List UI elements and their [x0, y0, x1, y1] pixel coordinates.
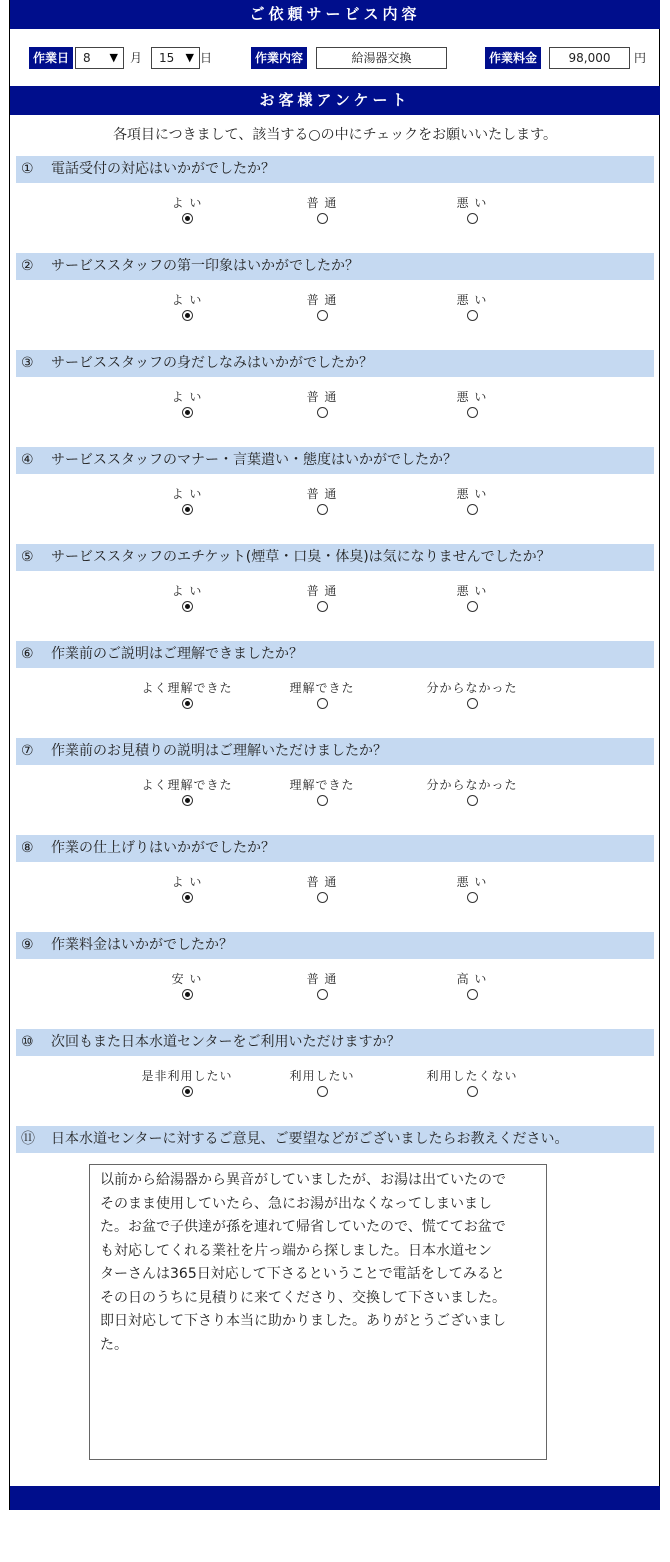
answer-option-label: 悪 い [456, 293, 488, 307]
answer-option-label: よ い [171, 584, 203, 598]
answer-option-label: 高 い [456, 972, 488, 986]
question-header-10 [16, 1029, 654, 1056]
answer-option-label: 分からなかった [426, 681, 518, 695]
question-header-4 [16, 447, 654, 474]
answer-option[interactable] [262, 583, 382, 615]
question-header-2 [16, 253, 654, 280]
question-number: ⑩ [21, 1034, 34, 1050]
answer-option-label: よ い [171, 293, 203, 307]
answer-option[interactable] [412, 680, 532, 712]
radio-button[interactable] [182, 1086, 193, 1097]
work-fee-field[interactable]: 98,000 [549, 47, 630, 69]
question-header-11 [16, 1126, 654, 1153]
answer-option[interactable] [127, 195, 247, 227]
answer-option[interactable] [412, 874, 532, 906]
answer-option-label: 普 通 [306, 972, 338, 986]
answer-option[interactable] [262, 486, 382, 518]
question-text: サービススタッフのマナー・言葉遣い・態度はいかがでしたか？ [51, 452, 457, 468]
answer-option[interactable] [262, 680, 382, 712]
comment-line: も対応してくれる業社を片っ端から探しました。日本水道セン [100, 1242, 492, 1259]
answer-option[interactable] [127, 583, 247, 615]
month-value: 8 [83, 51, 91, 65]
answer-option[interactable] [262, 971, 382, 1003]
answer-option-label: 利用したい [289, 1069, 355, 1083]
question-header-8 [16, 835, 654, 862]
radio-button[interactable] [182, 407, 193, 418]
comment-line: 即日対応して下さり本当に助かりました。ありがとうございまし [100, 1313, 506, 1329]
answer-option-label: よ い [171, 487, 203, 501]
radio-button[interactable] [317, 601, 328, 612]
work-fee-label: 作業料金 [485, 47, 541, 69]
radio-button[interactable] [317, 213, 328, 224]
answer-option[interactable] [127, 971, 247, 1003]
question-number: ③ [21, 355, 34, 371]
question-header-6 [16, 641, 654, 668]
question-text: サービススタッフの第一印象はいかがでしたか？ [51, 258, 359, 274]
chevron-down-icon: ▼ [185, 51, 194, 64]
answer-option[interactable] [262, 292, 382, 324]
radio-button[interactable] [317, 407, 328, 418]
answer-option-label: 悪 い [456, 196, 488, 210]
answer-option-label: 悪 い [456, 487, 488, 501]
radio-button[interactable] [467, 504, 478, 515]
question-text: 作業料金はいかがでしたか？ [51, 937, 233, 953]
radio-button[interactable] [182, 213, 193, 224]
question-number: ① [21, 161, 34, 177]
answer-option[interactable] [127, 1068, 247, 1100]
month-select[interactable] [75, 47, 124, 69]
answer-option[interactable] [262, 389, 382, 421]
comment-line: 以前から給湯器から異音がしていましたが、お湯は出ていたので [100, 1172, 506, 1188]
answer-option[interactable] [412, 389, 532, 421]
question-text: 電話受付の対応はいかがでしたか？ [51, 161, 275, 177]
footer-bar [10, 1486, 660, 1510]
question-number: ⑦ [21, 743, 34, 759]
comment-line: ターさんは365日対応して下さるということで電話をしてみると [100, 1266, 505, 1282]
question-header-5 [16, 544, 654, 571]
work-content-field[interactable]: 給湯器交換 [316, 47, 447, 69]
chevron-down-icon: ▼ [109, 51, 118, 64]
answer-option[interactable] [127, 680, 247, 712]
radio-button[interactable] [317, 504, 328, 515]
question-number: ⑨ [21, 937, 34, 953]
answer-option-label: 普 通 [306, 390, 338, 404]
question-text: 次回もまた日本水道センターをご利用いただけますか？ [51, 1034, 401, 1050]
answer-option-label: よ い [171, 196, 203, 210]
radio-button[interactable] [182, 698, 193, 709]
service-header [10, 0, 660, 29]
radio-button[interactable] [182, 989, 193, 1000]
question-text: サービススタッフのエチケット(煙草・口臭・体臭)は気になりませんでしたか？ [51, 549, 551, 565]
answer-option[interactable] [127, 389, 247, 421]
question-text: 日本水道センターに対するご意見、ご要望などがございましたらお教えください。 [51, 1131, 569, 1147]
question-text: 作業前のご説明はご理解できましたか？ [51, 646, 303, 662]
radio-button[interactable] [182, 310, 193, 321]
comment-line: た。お盆で子供達が孫を連れて帰省していたので、慌ててお盆で [100, 1219, 506, 1235]
question-number: ④ [21, 452, 34, 468]
answer-option-label: よく理解できた [141, 681, 233, 695]
day-unit: 日 [200, 51, 213, 65]
radio-button[interactable] [317, 892, 328, 903]
answer-option-label: 理解できた [289, 778, 355, 792]
question-text: 作業前のお見積りの説明はご理解いただけましたか？ [51, 743, 387, 759]
comment-textarea[interactable] [89, 1164, 547, 1460]
answer-option[interactable] [262, 777, 382, 809]
answer-option[interactable] [127, 486, 247, 518]
answer-option[interactable] [412, 292, 532, 324]
radio-button[interactable] [182, 504, 193, 515]
radio-button[interactable] [467, 892, 478, 903]
answer-option-label: 普 通 [306, 487, 338, 501]
answer-option[interactable] [412, 486, 532, 518]
answer-option[interactable] [262, 195, 382, 227]
answer-option-label: 利用したくない [426, 1069, 518, 1083]
radio-button[interactable] [317, 1086, 328, 1097]
question-text: サービススタッフの身だしなみはいかがでしたか？ [51, 355, 373, 371]
answer-option-label: 安 い [171, 972, 203, 986]
answer-option-label: 悪 い [456, 584, 488, 598]
answer-option-label: 普 通 [306, 293, 338, 307]
question-number: ② [21, 258, 34, 274]
radio-button[interactable] [317, 310, 328, 321]
work-date-label: 作業日 [29, 47, 73, 69]
radio-button[interactable] [182, 601, 193, 612]
question-header-7 [16, 738, 654, 765]
question-number: ⑧ [21, 840, 34, 856]
radio-button[interactable] [317, 795, 328, 806]
survey-intro: 各項目につきまして、該当する○の中にチェックをお願いいたします。 [112, 127, 558, 143]
answer-option[interactable] [412, 1068, 532, 1100]
fee-unit: 円 [634, 51, 647, 65]
answer-option-label: 普 通 [306, 584, 338, 598]
answer-option-label: 分からなかった [426, 778, 518, 792]
radio-button[interactable] [467, 989, 478, 1000]
question-header-1 [16, 156, 654, 183]
answer-option-label: 是非利用したい [141, 1069, 233, 1083]
month-unit: 月 [130, 51, 143, 65]
answer-option[interactable] [127, 292, 247, 324]
radio-button[interactable] [467, 601, 478, 612]
radio-button[interactable] [182, 795, 193, 806]
service-title: ご依頼サービス内容 [249, 5, 421, 23]
answer-option[interactable] [127, 777, 247, 809]
radio-button[interactable] [467, 310, 478, 321]
question-number: ⑥ [21, 646, 34, 662]
radio-button[interactable] [182, 892, 193, 903]
comment-line: た。 [100, 1336, 128, 1353]
answer-option-label: 悪 い [456, 390, 488, 404]
day-value: 15 [159, 51, 175, 65]
radio-button[interactable] [317, 989, 328, 1000]
answer-option-label: 悪 い [456, 875, 488, 889]
survey-title: お客様アンケート [259, 91, 411, 109]
day-select[interactable] [151, 47, 200, 69]
answer-option-label: よ い [171, 390, 203, 404]
answer-option[interactable] [127, 874, 247, 906]
question-header-9 [16, 932, 654, 959]
comment-line: その日のうちに見積りに来てくださり、交換して下さいました。 [100, 1289, 506, 1306]
answer-option[interactable] [412, 777, 532, 809]
question-number: ⑪ [21, 1131, 35, 1147]
radio-button[interactable] [467, 1086, 478, 1097]
question-header-3 [16, 350, 654, 377]
answer-option[interactable] [412, 971, 532, 1003]
radio-button[interactable] [467, 407, 478, 418]
survey-header [10, 86, 660, 115]
answer-option[interactable] [262, 1068, 382, 1100]
radio-button[interactable] [467, 795, 478, 806]
answer-option-label: 普 通 [306, 875, 338, 889]
answer-option-label: よく理解できた [141, 778, 233, 792]
answer-option[interactable] [262, 874, 382, 906]
radio-button[interactable] [467, 698, 478, 709]
question-text: 作業の仕上げりはいかがでしたか？ [51, 840, 275, 856]
answer-option-label: 理解できた [289, 681, 355, 695]
answer-option[interactable] [412, 583, 532, 615]
answer-option[interactable] [412, 195, 532, 227]
comment-line: そのまま使用していたら、急にお湯が出なくなってしまいまし [100, 1195, 492, 1212]
radio-button[interactable] [317, 698, 328, 709]
radio-button[interactable] [467, 213, 478, 224]
answer-option-label: よ い [171, 875, 203, 889]
question-number: ⑤ [21, 549, 34, 565]
work-content-label: 作業内容 [251, 47, 307, 69]
answer-option-label: 普 通 [306, 196, 338, 210]
